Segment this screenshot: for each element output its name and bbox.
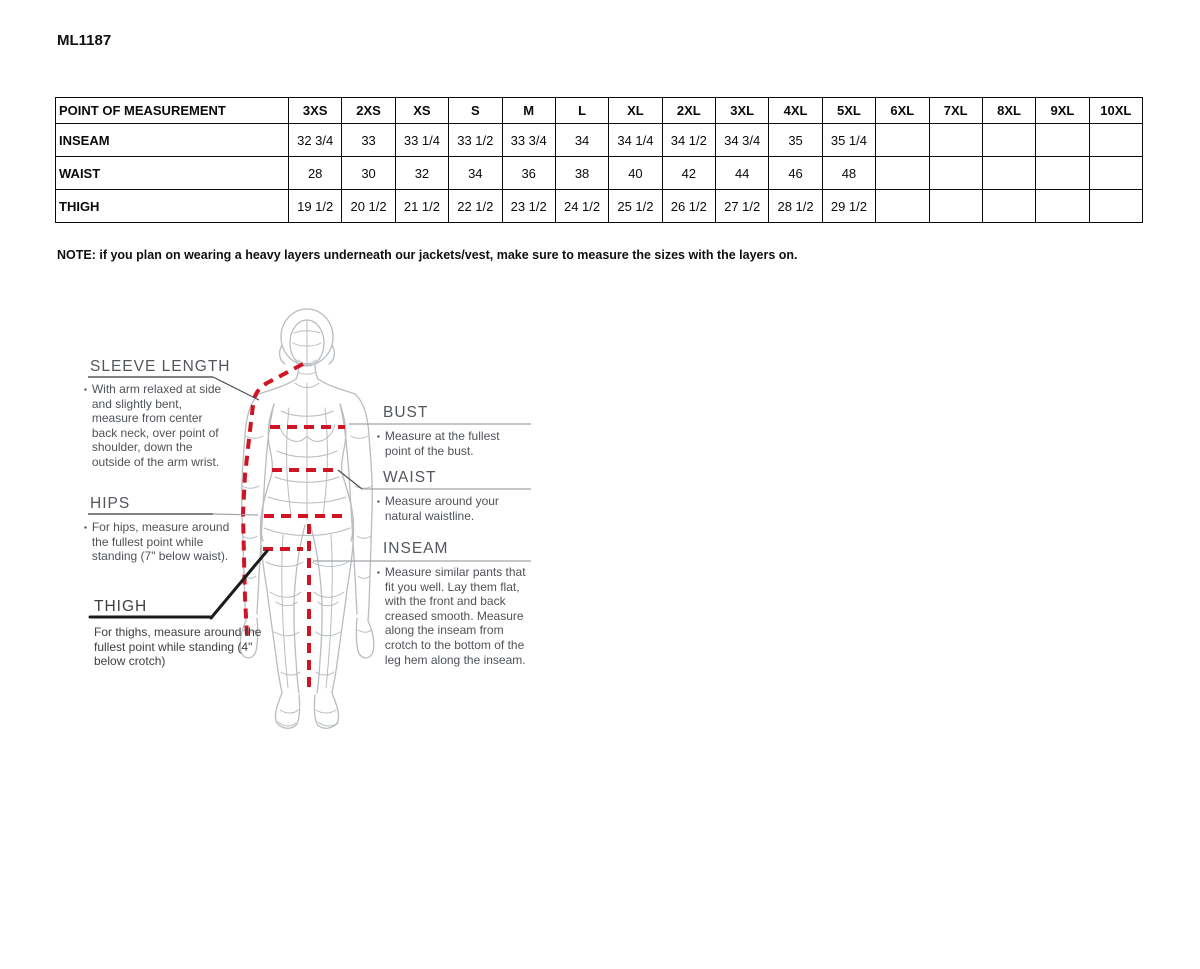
size-value-cell: 27 1/2 (716, 190, 769, 223)
size-value-cell: 19 1/2 (289, 190, 342, 223)
size-value-cell: 34 (555, 124, 608, 157)
bullet-icon: ▪ (377, 432, 380, 441)
bust-heading: BUST (383, 404, 429, 421)
size-column-header: 4XL (769, 98, 822, 124)
row-label: THIGH (56, 190, 289, 223)
size-column-header: S (449, 98, 502, 124)
size-value-cell: 34 1/2 (662, 124, 715, 157)
size-value-cell: 44 (716, 157, 769, 190)
waist-description (377, 494, 515, 523)
size-value-cell: 40 (609, 157, 662, 190)
size-column-header: 5XL (822, 98, 875, 124)
size-value-cell: 35 1/4 (822, 124, 875, 157)
size-value-cell (1036, 190, 1089, 223)
size-value-cell (982, 124, 1035, 157)
size-value-cell (876, 157, 929, 190)
size-value-cell: 28 (289, 157, 342, 190)
size-table-header (56, 98, 1143, 124)
size-table-row (56, 157, 1143, 190)
size-value-cell (1089, 124, 1142, 157)
size-value-cell (876, 190, 929, 223)
waist-leader (338, 470, 362, 489)
sleeve-length-heading: SLEEVE LENGTH (90, 358, 231, 375)
size-column-header: XS (395, 98, 448, 124)
size-value-cell (982, 190, 1035, 223)
size-value-cell: 42 (662, 157, 715, 190)
size-value-cell: 33 (342, 124, 395, 157)
waist-description-text: Measure around your natural waistline. (384, 494, 499, 523)
size-value-cell: 34 3/4 (716, 124, 769, 157)
size-value-cell (1036, 124, 1089, 157)
size-column-header: 3XS (289, 98, 342, 124)
size-column-header: 8XL (982, 98, 1035, 124)
size-value-cell: 24 1/2 (555, 190, 608, 223)
size-value-cell (1089, 190, 1142, 223)
bullet-icon: ▪ (377, 497, 380, 506)
thigh-description-text: For thighs, measure around the fullest point while standing (4" below crotch) (94, 625, 262, 669)
size-value-cell: 32 (395, 157, 448, 190)
size-column-header: M (502, 98, 555, 124)
size-value-cell: 23 1/2 (502, 190, 555, 223)
size-value-cell: 20 1/2 (342, 190, 395, 223)
hips-leader (213, 514, 258, 515)
size-value-cell: 33 1/2 (449, 124, 502, 157)
size-column-header: L (555, 98, 608, 124)
size-column-header: XL (609, 98, 662, 124)
hips-heading: HIPS (90, 495, 131, 512)
row-label: INSEAM (56, 124, 289, 157)
size-value-cell (982, 157, 1035, 190)
size-column-header: 9XL (1036, 98, 1089, 124)
hips-description-text: For hips, measure around the fullest point while standing (7" below waist). (91, 520, 230, 564)
sleeve-length-description-text: With arm relaxed at side and slightly bent, measure from center back neck, over point of shoulder, down the outside of the arm wrist. (91, 382, 222, 469)
hips-description (84, 520, 236, 564)
thigh-description (94, 625, 262, 669)
size-value-cell: 22 1/2 (449, 190, 502, 223)
size-value-cell: 46 (769, 157, 822, 190)
size-value-cell: 35 (769, 124, 822, 157)
inseam-description (377, 565, 533, 667)
size-value-cell (876, 124, 929, 157)
bullet-icon: ▪ (377, 568, 380, 577)
size-value-cell: 48 (822, 157, 875, 190)
size-value-cell: 34 1/4 (609, 124, 662, 157)
sleeve-length-description (84, 382, 224, 470)
bullet-icon: ▪ (84, 523, 87, 532)
inseam-heading: INSEAM (383, 540, 449, 557)
document-title: ML1187 (57, 32, 112, 49)
size-value-cell: 33 3/4 (502, 124, 555, 157)
waist-heading: WAIST (383, 469, 437, 486)
thigh-heading: THIGH (94, 598, 148, 615)
size-column-header: 7XL (929, 98, 982, 124)
size-value-cell (929, 124, 982, 157)
size-table-header-row (56, 98, 1143, 124)
size-column-header: 3XL (716, 98, 769, 124)
inseam-description-text: Measure similar pants that fit you well. Lay them flat, with the front and back creased smooth. Measure along the inseam from crotch to the bottom of the leg hem along the inseam. (384, 565, 526, 667)
size-value-cell: 29 1/2 (822, 190, 875, 223)
size-table-body (56, 124, 1143, 223)
size-table-row (56, 190, 1143, 223)
bust-description (377, 429, 519, 458)
size-value-cell: 34 (449, 157, 502, 190)
size-value-cell: 26 1/2 (662, 190, 715, 223)
size-value-cell (929, 157, 982, 190)
size-column-header: 2XL (662, 98, 715, 124)
size-table (55, 97, 1143, 223)
size-value-cell: 32 3/4 (289, 124, 342, 157)
bust-description-text: Measure at the fullest point of the bust. (384, 429, 500, 458)
size-value-cell (1089, 157, 1142, 190)
size-column-header: 10XL (1089, 98, 1142, 124)
size-value-cell: 30 (342, 157, 395, 190)
size-value-cell: 36 (502, 157, 555, 190)
sleeve-measure-line (243, 364, 303, 636)
size-column-header: 2XS (342, 98, 395, 124)
size-column-header: 6XL (876, 98, 929, 124)
size-value-cell: 21 1/2 (395, 190, 448, 223)
size-value-cell (1036, 157, 1089, 190)
size-value-cell: 25 1/2 (609, 190, 662, 223)
size-value-cell: 28 1/2 (769, 190, 822, 223)
measurement-column-header: POINT OF MEASUREMENT (56, 98, 289, 124)
size-value-cell (929, 190, 982, 223)
size-table-row (56, 124, 1143, 157)
note-text: NOTE: if you plan on wearing a heavy layers underneath our jackets/vest, make sure to measure the sizes with the layers on. (57, 248, 798, 262)
size-value-cell: 33 1/4 (395, 124, 448, 157)
bullet-icon: ▪ (84, 385, 87, 394)
row-label: WAIST (56, 157, 289, 190)
size-value-cell: 38 (555, 157, 608, 190)
